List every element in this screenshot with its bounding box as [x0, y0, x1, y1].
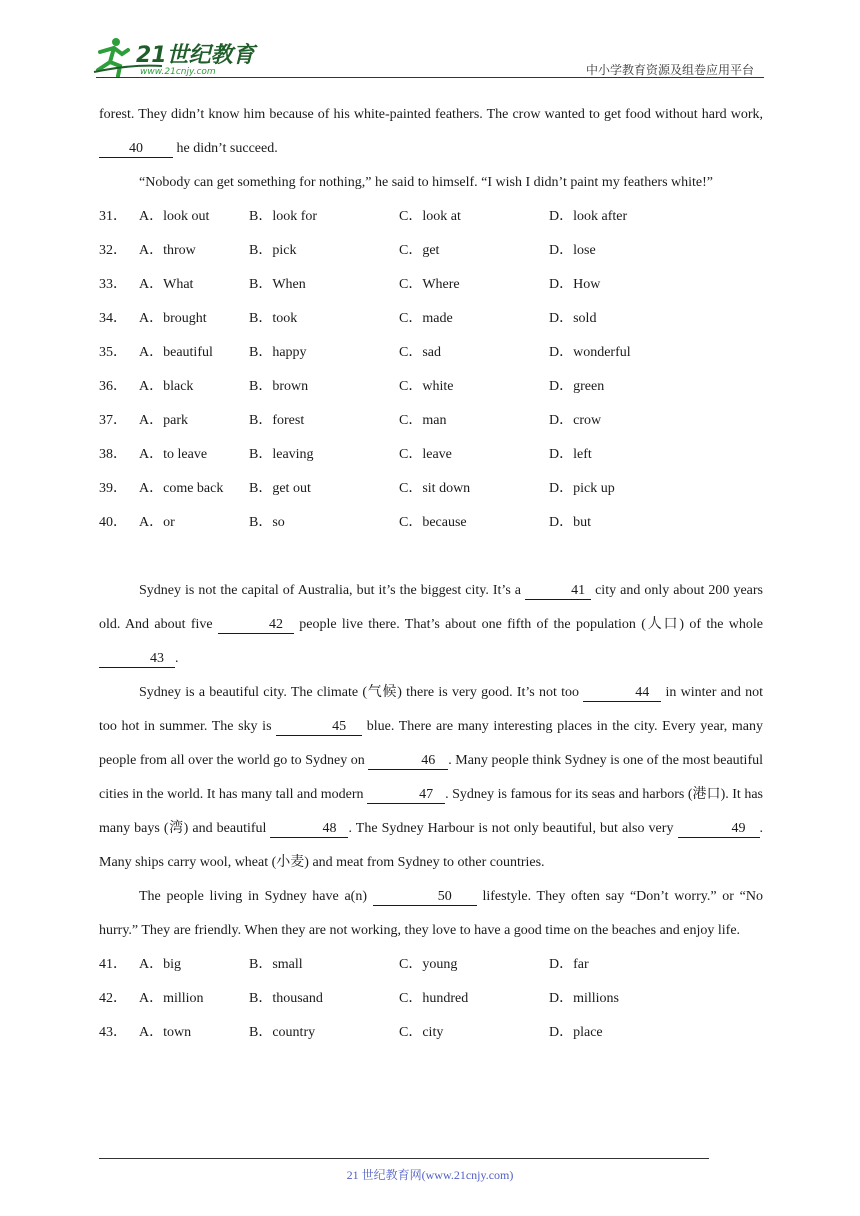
blank-41: 41 [525, 583, 591, 600]
question-list-2 [99, 948, 763, 1050]
question-row-37: 37． A．park B．forest C．man D．crow [99, 413, 602, 428]
blank-44: 44 [583, 685, 661, 702]
question-row-35: 35． A．beautiful B．happy C．sad D．wonderful [99, 345, 631, 360]
passage2-para1: Sydney is not the capital of Australia, but it’s the biggest city. It’s a 41 city and only about 200 years old. And about five 42 people live there. That’s about one fifth of the population (人口) of the whole 43 . [99, 583, 763, 666]
section-gap [99, 540, 763, 574]
blank-40: 40 [99, 141, 173, 158]
footer-text: 21 世纪教育网(www.21cnjy.com) [346, 1168, 514, 1182]
question-row-33: 33． A．What B．When C．Where D．How [99, 277, 601, 292]
blank-48: 48 [270, 821, 348, 838]
blank-43: 43 [99, 651, 175, 668]
passage2-para3: The people living in Sydney have a(n) 50 lifestyle. They often say “Don’t worry.” or “No hurry.” They are friendly. When they are not working, they love to have a good time on the beaches and enjoy life. [99, 889, 764, 938]
passage2-para2: Sydney is a beautiful city. The climate (气候) there is very good. It’s not too 44 in winter and not too hot in summer. The sky is 45 blue. There are many interesting places in the city. Every year, many people from all over the world go to Sydney on 46 . Many people think Sydney is one of the most beautiful cities in the world. It has many tall and modern 47 . Sydney is famous for its seas and harbors (港口). It has many bays (湾) and beautiful 48 . The Sydney Harbour is not only beautiful, but also very 49 . Many ships carry wool, wheat (小麦) and meat from Sydney to other countries. [99, 685, 764, 870]
question-row-32: 32． A．throw B．pick C．get D．lose [99, 243, 596, 258]
passage1-tail: forest. They didn’t know him because of his white-painted feathers. The crow wanted to get food without hard work, 40 he didn’t succeed. [99, 107, 763, 156]
page-header [0, 0, 860, 90]
question-row-34: 34． A．brought B．took C．made D．sold [99, 311, 597, 326]
question-row-43: 43． A．town B．country C．city D．place [99, 1025, 603, 1040]
question-list-1 [99, 200, 763, 540]
footer-divider [99, 1158, 709, 1159]
question-row-41: 41． A．big B．small C．young D．far [99, 957, 589, 972]
logo [92, 36, 262, 80]
svg-text:www.21cnjy.com: www.21cnjy.com [140, 67, 216, 77]
question-row-39: 39． A．come back B．get out C．sit down D．pick up [99, 481, 615, 496]
svg-text:21世纪教育: 21世纪教育 [136, 43, 255, 68]
passage1-para2: “Nobody can get something for nothing,” he said to himself. “I wish I didn’t paint my feathers white!” [139, 175, 713, 190]
blank-46: 46 [368, 753, 448, 770]
question-row-38: 38． A．to leave B．leaving C．leave D．left [99, 447, 592, 462]
blank-49: 49 [678, 821, 760, 838]
header-divider [96, 77, 764, 78]
question-row-40: 40． A．or B．so C．because D．but [99, 515, 591, 530]
document-body [99, 98, 763, 1050]
question-row-42: 42． A．million B．thousand C．hundred D．millions [99, 991, 620, 1006]
blank-47: 47 [367, 787, 445, 804]
blank-45: 45 [276, 719, 362, 736]
question-row-36: 36． A．black B．brown C．white D．green [99, 379, 605, 394]
header-platform-text: 中小学教育资源及组卷应用平台 [585, 63, 754, 77]
question-row-31: 31． A．look out B．look for C．look at D．look after [99, 209, 628, 224]
blank-50: 50 [373, 889, 477, 906]
blank-42: 42 [218, 617, 294, 634]
